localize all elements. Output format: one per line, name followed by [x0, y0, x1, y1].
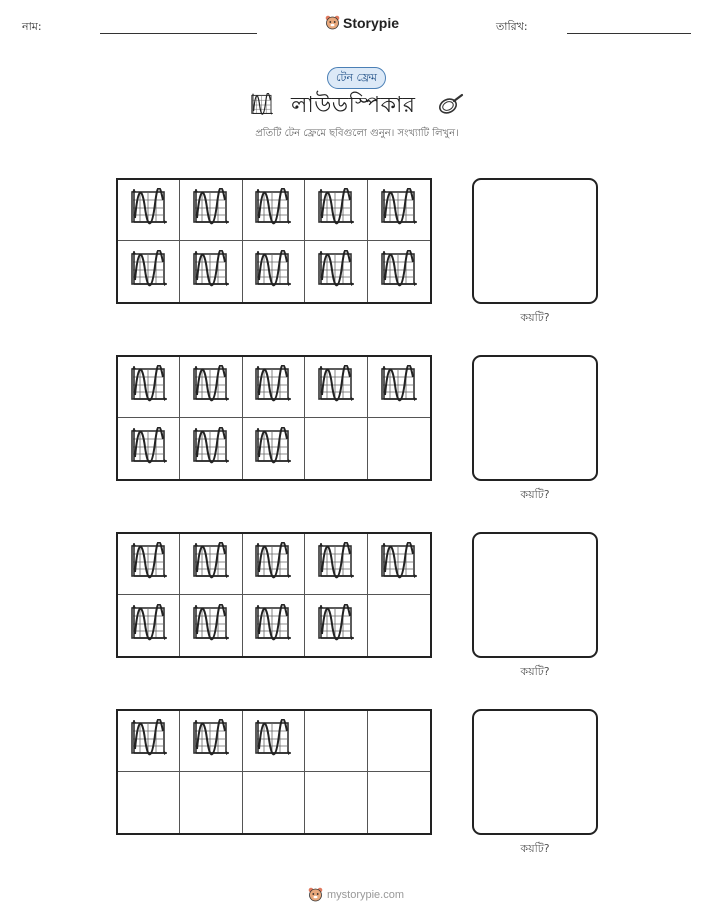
ten-frame-cell: [368, 241, 430, 302]
ten-frame-cell: [368, 772, 430, 833]
answer-box[interactable]: [472, 532, 598, 658]
ten-frame-cell: [368, 711, 430, 772]
loudspeaker-graph-icon: [129, 250, 169, 294]
loudspeaker-graph-icon: [253, 427, 293, 471]
ten-frame-cell: [118, 180, 180, 241]
ten-frame-cell: [305, 595, 367, 656]
brand-logo: [325, 14, 399, 31]
ten-frame-cell: [118, 418, 180, 479]
loudspeaker-graph-icon: [253, 188, 293, 232]
ten-frame-cell: [368, 534, 430, 595]
ten-frame-cell: [118, 357, 180, 418]
bear-mascot-icon: [308, 886, 323, 903]
loudspeaker-graph-icon: [316, 188, 356, 232]
bear-mascot-icon: [325, 14, 340, 31]
ten-frame-cell: [180, 534, 242, 595]
loudspeaker-graph-icon: [379, 365, 419, 409]
ten-frame-cell: [180, 241, 242, 302]
loudspeaker-graph-icon: [129, 427, 169, 471]
ten-frame-cell: [118, 241, 180, 302]
loudspeaker-graph-icon: [191, 427, 231, 471]
ten-frame-cell: [180, 711, 242, 772]
ten-frame: [116, 709, 432, 835]
loudspeaker-graph-icon: [129, 188, 169, 232]
ten-frame-cell: [305, 534, 367, 595]
loudspeaker-graph-icon: [191, 250, 231, 294]
ten-frame-cell: [243, 595, 305, 656]
loudspeaker-graph-icon: [191, 719, 231, 763]
loudspeaker-graph-icon: [253, 250, 293, 294]
ten-frame-cell: [180, 595, 242, 656]
loudspeaker-graph-icon: [129, 542, 169, 586]
count-label: কয়টি?: [520, 665, 550, 678]
ten-frame: [116, 532, 432, 658]
ten-frame-cell: [243, 418, 305, 479]
ten-frame-cell: [118, 595, 180, 656]
answer-box[interactable]: [472, 178, 598, 304]
ten-frame-cell: [118, 711, 180, 772]
ten-frame-cell: [243, 772, 305, 833]
ten-frame-cell: [305, 772, 367, 833]
ten-frame-cell: [243, 241, 305, 302]
ten-frame-cell: [118, 534, 180, 595]
count-label: কয়টি?: [520, 842, 550, 855]
loudspeaker-graph-icon: [253, 365, 293, 409]
loudspeaker-graph-icon: [316, 542, 356, 586]
ten-frame-cell: [118, 772, 180, 833]
loudspeaker-graph-icon: [191, 188, 231, 232]
name-line[interactable]: [100, 33, 257, 34]
ten-frame-cell: [305, 711, 367, 772]
ten-frame-cell: [305, 357, 367, 418]
loudspeaker-graph-icon: [379, 188, 419, 232]
ten-frame-cell: [180, 772, 242, 833]
loudspeaker-graph-icon: [316, 365, 356, 409]
loudspeaker-graph-icon: [253, 604, 293, 648]
ten-frame: [116, 355, 432, 481]
ten-frame-cell: [368, 418, 430, 479]
ten-frame-badge: টেন ফ্রেম: [327, 67, 386, 89]
loudspeaker-graph-icon: [191, 365, 231, 409]
ten-frame-cell: [243, 711, 305, 772]
loudspeaker-graph-icon: [129, 604, 169, 648]
instructions: প্রতিটি টেন ফ্রেমে ছবিগুলো গুনুন। সংখ্যাটি লিখুন।: [255, 128, 459, 139]
ten-frame-cell: [368, 180, 430, 241]
ten-frame-cell: [243, 534, 305, 595]
loudspeaker-graph-icon: [316, 250, 356, 294]
answer-box[interactable]: [472, 709, 598, 835]
count-label: কয়টি?: [520, 311, 550, 324]
loudspeaker-graph-icon: [379, 250, 419, 294]
ten-frame-cell: [305, 241, 367, 302]
name-label: নাম:: [22, 20, 42, 33]
loudspeaker-graph-icon: [379, 542, 419, 586]
footer: [308, 886, 404, 903]
loudspeaker-graph-icon: [129, 719, 169, 763]
loudspeaker-graph-icon: [253, 719, 293, 763]
ten-frame-cell: [305, 180, 367, 241]
loudspeaker-graph-icon: [129, 365, 169, 409]
loudspeaker-graph-icon: [250, 93, 274, 117]
date-label: তারিখ:: [496, 20, 528, 33]
ten-frame-cell: [180, 180, 242, 241]
ten-frame-cell: [243, 357, 305, 418]
ten-frame: [116, 178, 432, 304]
date-line[interactable]: [567, 33, 691, 34]
footer-url: mystorypie.com: [327, 888, 405, 901]
ten-frame-cell: [368, 357, 430, 418]
answer-box[interactable]: [472, 355, 598, 481]
ten-frame-cell: [180, 418, 242, 479]
ten-frame-cell: [368, 595, 430, 656]
loudspeaker-graph-icon: [316, 604, 356, 648]
loudspeaker-graph-icon: [191, 604, 231, 648]
ten-frame-cell: [305, 418, 367, 479]
ten-frame-cell: [243, 180, 305, 241]
ten-frame-cell: [180, 357, 242, 418]
loudspeaker-graph-icon: [191, 542, 231, 586]
brand-name: Storypie: [343, 14, 400, 31]
count-label: কয়টি?: [520, 488, 550, 501]
pan-icon: [437, 92, 465, 120]
loudspeaker-graph-icon: [253, 542, 293, 586]
page-title: লাউডস্পিকার: [291, 93, 416, 118]
